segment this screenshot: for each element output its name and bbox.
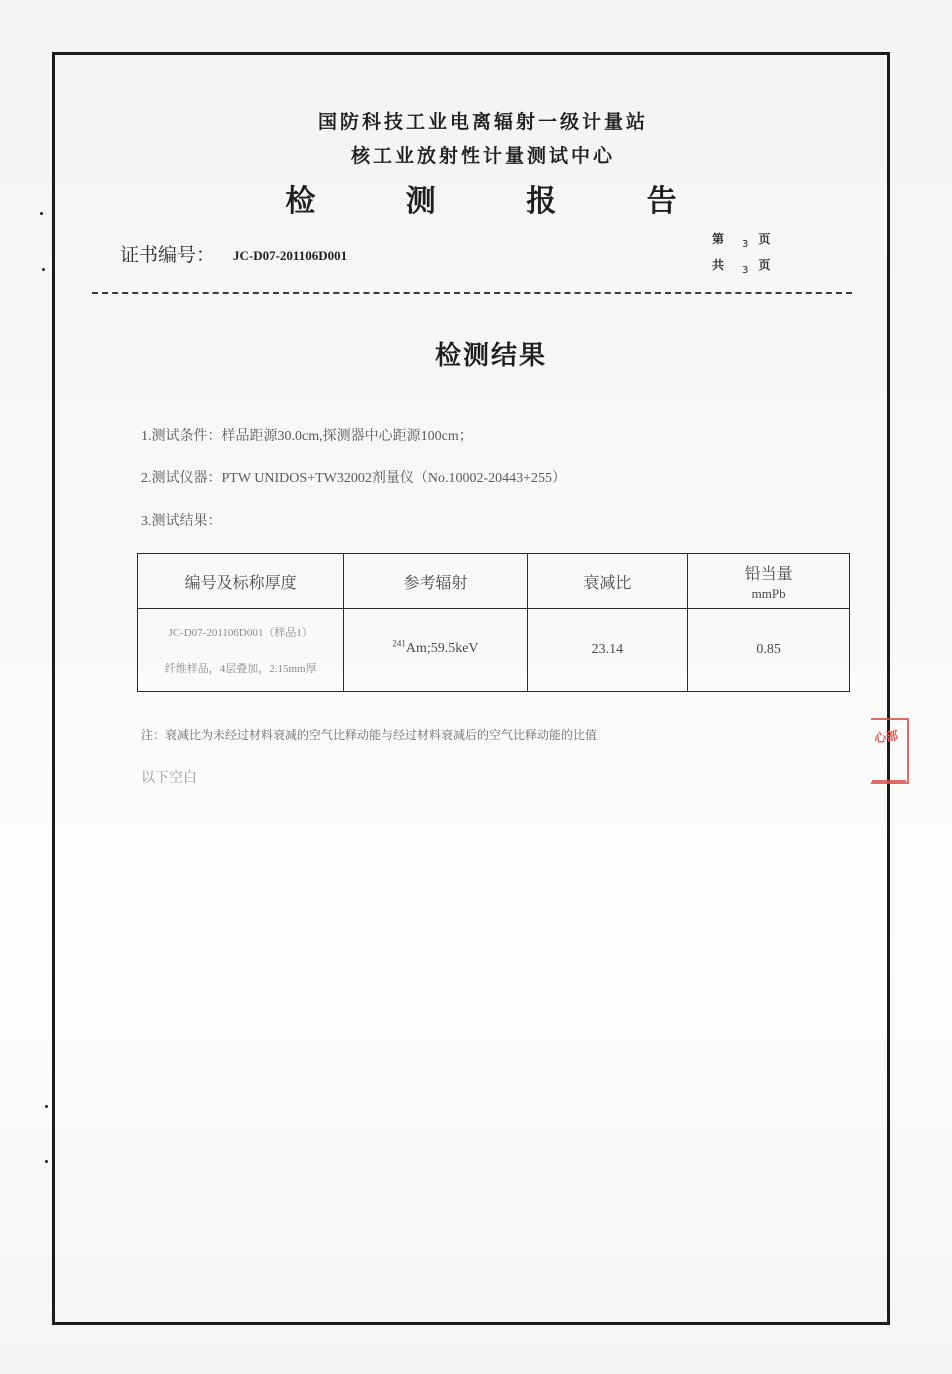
- red-seal-line: [872, 780, 906, 782]
- header-sample: 编号及标称厚度: [138, 554, 344, 609]
- total-suffix: 页: [758, 258, 771, 272]
- test-results-label: 3.测试结果：: [141, 514, 222, 529]
- scan-speck: [40, 212, 43, 215]
- section-title: 检测结果: [434, 341, 547, 371]
- cell-sample: [138, 609, 344, 692]
- page-suffix: 页: [758, 232, 771, 246]
- table-row: [138, 609, 850, 692]
- results-table: [137, 553, 850, 692]
- header-lead-equivalent-unit: mmPb: [751, 585, 786, 601]
- blank-below-label: 以下空白: [141, 770, 197, 786]
- header-lead-equivalent: [688, 554, 850, 609]
- sample-id: JC-D07-201106D001（样品1）: [168, 627, 313, 639]
- sample-description: 纤维样品，4层叠加，2.15mm厚: [164, 663, 317, 675]
- page-indicator: [712, 230, 771, 250]
- isotope-mass-number: 241: [392, 638, 406, 649]
- organization-name-line1: 国防科技工业电离辐射一级计量站: [317, 111, 648, 133]
- cell-lead-equivalent: 0.85: [688, 609, 850, 692]
- seal-text: 心部: [873, 728, 899, 746]
- test-conditions: 1.测试条件：样品距源30.0cm,探测器中心距源100cm；: [141, 429, 473, 444]
- test-instrument: 2.测试仪器：PTW UNIDOS+TW32002剂量仪（No.10002-20443+255）: [141, 471, 567, 486]
- total-prefix: 共: [712, 258, 725, 272]
- cell-reference-radiation: [344, 609, 527, 692]
- organization-name-line2: 核工业放射性计量测试中心: [350, 145, 615, 167]
- page-number: 3: [742, 239, 749, 250]
- total-pages-indicator: [712, 256, 771, 276]
- footnote: 注：衰减比为未经过材料衰减的空气比释动能与经过材料衰减后的空气比释动能的比值: [141, 728, 598, 742]
- dashed-separator: [92, 292, 852, 294]
- table-header-row: [138, 554, 850, 609]
- page-prefix: 第: [712, 232, 725, 246]
- scan-speck: [42, 268, 45, 271]
- certificate-number-label: 证书编号：: [120, 244, 216, 266]
- header-attenuation-ratio: 衰减比: [527, 554, 688, 609]
- scan-speck: [45, 1160, 48, 1163]
- reference-radiation: Am;59.5keV: [405, 641, 479, 657]
- scan-speck: [45, 1105, 48, 1108]
- certificate-number: JC-D07-201106D001: [233, 248, 348, 263]
- report-title: 检 测 报 告: [285, 184, 717, 219]
- cell-attenuation-ratio: 23.14: [527, 609, 688, 692]
- total-pages: 3: [742, 265, 749, 276]
- header-lead-equivalent-label: 铅当量: [744, 565, 793, 583]
- header-reference-radiation: 参考辐射: [344, 554, 527, 609]
